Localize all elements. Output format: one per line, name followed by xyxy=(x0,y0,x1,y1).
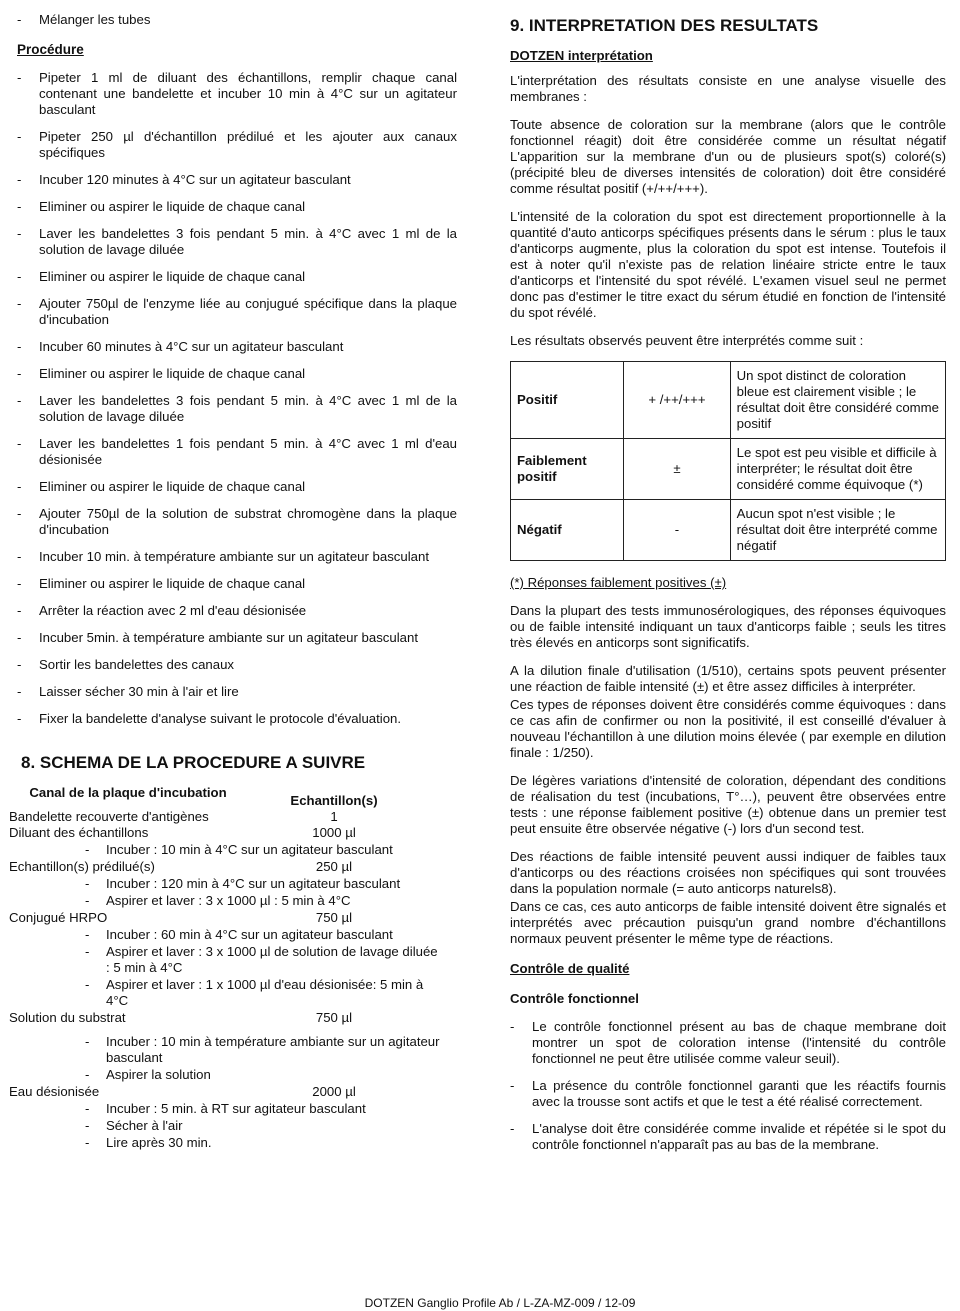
schema-head-key: Canal de la plaque d'incubation xyxy=(29,785,227,800)
list-item: - Le contrôle fonctionnel présent au bas de chaque membrane doit montrer un spot de coloration intense (l'intensité du contrôle fonctionnel ne peut être utilisée comme valeur seuil). xyxy=(510,1019,946,1067)
procedure-step: - Pipeter 250 µl d'échantillon prédilué et les ajouter aux canaux spécifiques xyxy=(17,129,457,161)
procedure-step: - Eliminer ou aspirer le liquide de chaque canal xyxy=(17,269,457,285)
result-description: Le spot est peu visible et difficile à interpréter; le résultat doit être considéré comme équivoque (*) xyxy=(730,439,945,500)
schema-substep: - Incuber : 10 min à 4°C sur un agitateur basculant xyxy=(9,842,441,858)
list-item: - L'analyse doit être considérée comme invalide et répétée si le spot du contrôle fonctionnel n'apparaît pas au bas de la membrane. xyxy=(510,1121,946,1153)
schema-substep: - Lire après 30 min. xyxy=(9,1135,441,1151)
schema-value: 250 µl xyxy=(315,859,353,874)
table-row xyxy=(511,500,946,561)
procedure-step: - Sortir les bandelettes des canaux xyxy=(17,657,457,673)
procedure-step: - Eliminer ou aspirer le liquide de chaque canal xyxy=(17,199,457,215)
schema-substep: - Incuber : 10 min à température ambiante sur un agitateur basculant xyxy=(9,1034,441,1066)
footnote-heading: (*) Réponses faiblement positives (±) xyxy=(510,575,727,590)
paragraph: Les résultats observés peuvent être interprétés comme suit : xyxy=(510,333,864,348)
paragraph: Dans la plupart des tests immunosérologiques, des réponses équivoques ou de faible intensité indiquant un taux d'anticorps faible ; seuls les titres très élevés en anticorps sont significatifs. xyxy=(510,603,946,650)
procedure-step: - Ajouter 750µl de la solution de substrat chromogène dans la plaque d'incubation xyxy=(17,506,457,538)
paragraph: A la dilution finale d'utilisation (1/510), certains spots peuvent présenter une réaction de faible intensité (±) et être assez difficiles à interpréter. xyxy=(510,663,946,694)
paragraph: De légères variations d'intensité de coloration, dépendant des conditions de réalisation du test (incubations, T°…), peuvent être observées entre tests : une réponse faiblement positive (±) obtenue dans un premier test peut ensuite être observée négative (-) lors d'un second test. xyxy=(510,773,946,836)
procedure-step: - Eliminer ou aspirer le liquide de chaque canal xyxy=(17,366,457,382)
schema-header xyxy=(9,785,441,809)
schema-key: Eau désionisée xyxy=(9,1084,100,1099)
left-column xyxy=(9,0,457,1152)
schema-substep: - Aspirer et laver : 3 x 1000 µl de solution de lavage diluée : 5 min à 4°C xyxy=(9,944,441,976)
procedure-step: - Fixer la bandelette d'analyse suivant le protocole d'évaluation. xyxy=(17,711,457,727)
procedure-step: - Laisser sécher 30 min à l'air et lire xyxy=(17,684,457,700)
schema-row xyxy=(9,910,441,926)
procedure-step: - Incuber 5min. à température ambiante sur un agitateur basculant xyxy=(17,630,457,646)
interpretation-title: 9. INTERPRETATION DES RESULTATS xyxy=(510,16,819,35)
procedure-step: - Pipeter 1 ml de diluant des échantillons, remplir chaque canal contenant une bandelette et incuber 10 min à 4°C sur un agitateur basculant xyxy=(17,70,457,118)
results-table xyxy=(510,361,946,561)
schema-value: 2000 µl xyxy=(312,1084,356,1099)
schema-value: 1000 µl xyxy=(312,825,356,840)
schema-substep: - Sécher à l'air xyxy=(9,1118,441,1134)
schema-row xyxy=(9,825,441,841)
paragraph: Des réactions de faible intensité peuvent aussi indiquer de faibles taux d'anticorps ou des réactions croisées non spécifiques qui sont trouvées dans la population normale (= auto anticorps naturels8). xyxy=(510,849,946,896)
procedure-steps xyxy=(17,70,457,727)
schema-substep: - Aspirer la solution xyxy=(9,1067,441,1083)
schema-value: 1 xyxy=(330,809,338,824)
procedure-step: - Laver les bandelettes 3 fois pendant 5 min. à 4°C avec 1 ml de la solution de lavage diluée xyxy=(17,393,457,425)
paragraph: L'intensité de la coloration du spot est directement proportionnelle à la quantité d'auto anticorps spécifiques présents dans le sérum : plus le taux d'anticorps augmente, plus la coloration du spot est intense. Toutefois il est à noter qu'il n'existe pas de relation linéaire stricte entre le taux d'anticorps et l'intensité du spot révélé. L'examen visuel seul ne permet donc pas d'estimer le titre exact du sérum étudié en fonction de l'intensité du spot révélé. xyxy=(510,209,946,320)
schema-row xyxy=(9,859,441,875)
schema-key: Conjugué HRPO xyxy=(9,910,108,925)
procedure-step: - Laver les bandelettes 1 fois pendant 5 min. à 4°C avec 1 ml d'eau désionisée xyxy=(17,436,457,468)
schema-substep: - Incuber : 5 min. à RT sur agitateur basculant xyxy=(9,1101,441,1117)
schema-value: 750 µl xyxy=(315,1010,353,1025)
paragraph: L'interprétation des résultats consiste en une analyse visuelle des membranes : xyxy=(510,73,946,104)
procedure-step: - Incuber 10 min. à température ambiante sur un agitateur basculant xyxy=(17,549,457,565)
procedure-step: - Incuber 60 minutes à 4°C sur un agitateur basculant xyxy=(17,339,457,355)
functional-control-heading: Contrôle fonctionnel xyxy=(510,991,639,1006)
schema-title: 8. SCHEMA DE LA PROCEDURE A SUIVRE xyxy=(21,753,366,772)
paragraph: Toute absence de coloration sur la membrane (alors que le contrôle fonctionnel réagit) doit être considérée comme un résultat négatif L'apparition sur la membrane d'un ou de plusieurs spot(s) coloré(s) (précipité bleu de diverses intensités de coloration) doit être considéré comme résultat positif (+/++/+++). xyxy=(510,117,946,196)
schema-key: Solution du substrat xyxy=(9,1010,126,1025)
result-symbol: ± xyxy=(624,439,730,500)
procedure-step: - Ajouter 750µl de l'enzyme liée au conjugué spécifique dans la plaque d'incubation xyxy=(17,296,457,328)
schema-key: Bandelette recouverte d'antigènes xyxy=(9,809,209,824)
schema-substep: - Incuber : 60 min à 4°C sur un agitateur basculant xyxy=(9,927,441,943)
schema-substep: - Incuber : 120 min à 4°C sur un agitateur basculant xyxy=(9,876,441,892)
paragraph: Ces types de réponses doivent être considérés comme équivoques : dans ce cas afin de confirmer ou non la positivité, il est conseillé d'évaluer à nouveau l'échantillon à une dilution moins élevée ( par exemple en dilution finale : 1/250). xyxy=(510,697,946,760)
result-label: Positif xyxy=(511,362,624,439)
schema-substep: - Aspirer et laver : 1 x 1000 µl d'eau désionisée: 5 min à 4°C xyxy=(9,977,441,1009)
page-footer: DOTZEN Ganglio Profile Ab / L-ZA-MZ-009 / 12-09 xyxy=(364,1296,636,1310)
procedure-schema xyxy=(9,785,441,1151)
dotzen-heading: DOTZEN interprétation xyxy=(510,48,653,63)
schema-row xyxy=(9,809,441,825)
result-symbol: + /++/+++ xyxy=(624,362,730,439)
result-description: Un spot distinct de coloration bleue est clairement visible ; le résultat doit être considéré comme positif xyxy=(730,362,945,439)
procedure-step: - Eliminer ou aspirer le liquide de chaque canal xyxy=(17,576,457,592)
schema-value: 750 µl xyxy=(315,910,353,925)
result-label: Faiblement positif xyxy=(511,439,624,500)
schema-head-value: Echantillon(s) xyxy=(290,793,378,808)
table-row xyxy=(511,439,946,500)
paragraph: Dans ce cas, ces auto anticorps de faible intensité doivent être signalés et interprétés avec précaution puisqu'un grand nombre d'échantillons normaux peuvent présenter le même type de réactions. xyxy=(510,899,946,946)
result-description: Aucun spot n'est visible ; le résultat doit être interprété comme négatif xyxy=(730,500,945,561)
procedure-step: - Arrêter la réaction avec 2 ml d'eau désionisée xyxy=(17,603,457,619)
procedure-step: - Incuber 120 minutes à 4°C sur un agitateur basculant xyxy=(17,172,457,188)
result-symbol: - xyxy=(624,500,730,561)
result-label: Négatif xyxy=(511,500,624,561)
procedure-heading: Procédure xyxy=(17,42,84,57)
list-item: - La présence du contrôle fonctionnel garanti que les réactifs fournis avec la trousse sont actifs et que le test a été réalisé correctement. xyxy=(510,1078,946,1110)
quality-control-heading: Contrôle de qualité xyxy=(510,961,630,976)
schema-key: Diluant des échantillons xyxy=(9,825,149,840)
procedure-step: - Eliminer ou aspirer le liquide de chaque canal xyxy=(17,479,457,495)
procedure-step: - Laver les bandelettes 3 fois pendant 5 min. à 4°C avec 1 ml de la solution de lavage diluée xyxy=(17,226,457,258)
right-column xyxy=(510,0,946,1164)
table-row xyxy=(511,362,946,439)
schema-key: Echantillon(s) prédilué(s) xyxy=(9,859,155,874)
list-item: - Mélanger les tubes xyxy=(17,12,457,28)
schema-row xyxy=(9,1084,441,1100)
schema-substep: - Aspirer et laver : 3 x 1000 µl : 5 min à 4°C xyxy=(9,893,441,909)
schema-row xyxy=(9,1010,441,1026)
